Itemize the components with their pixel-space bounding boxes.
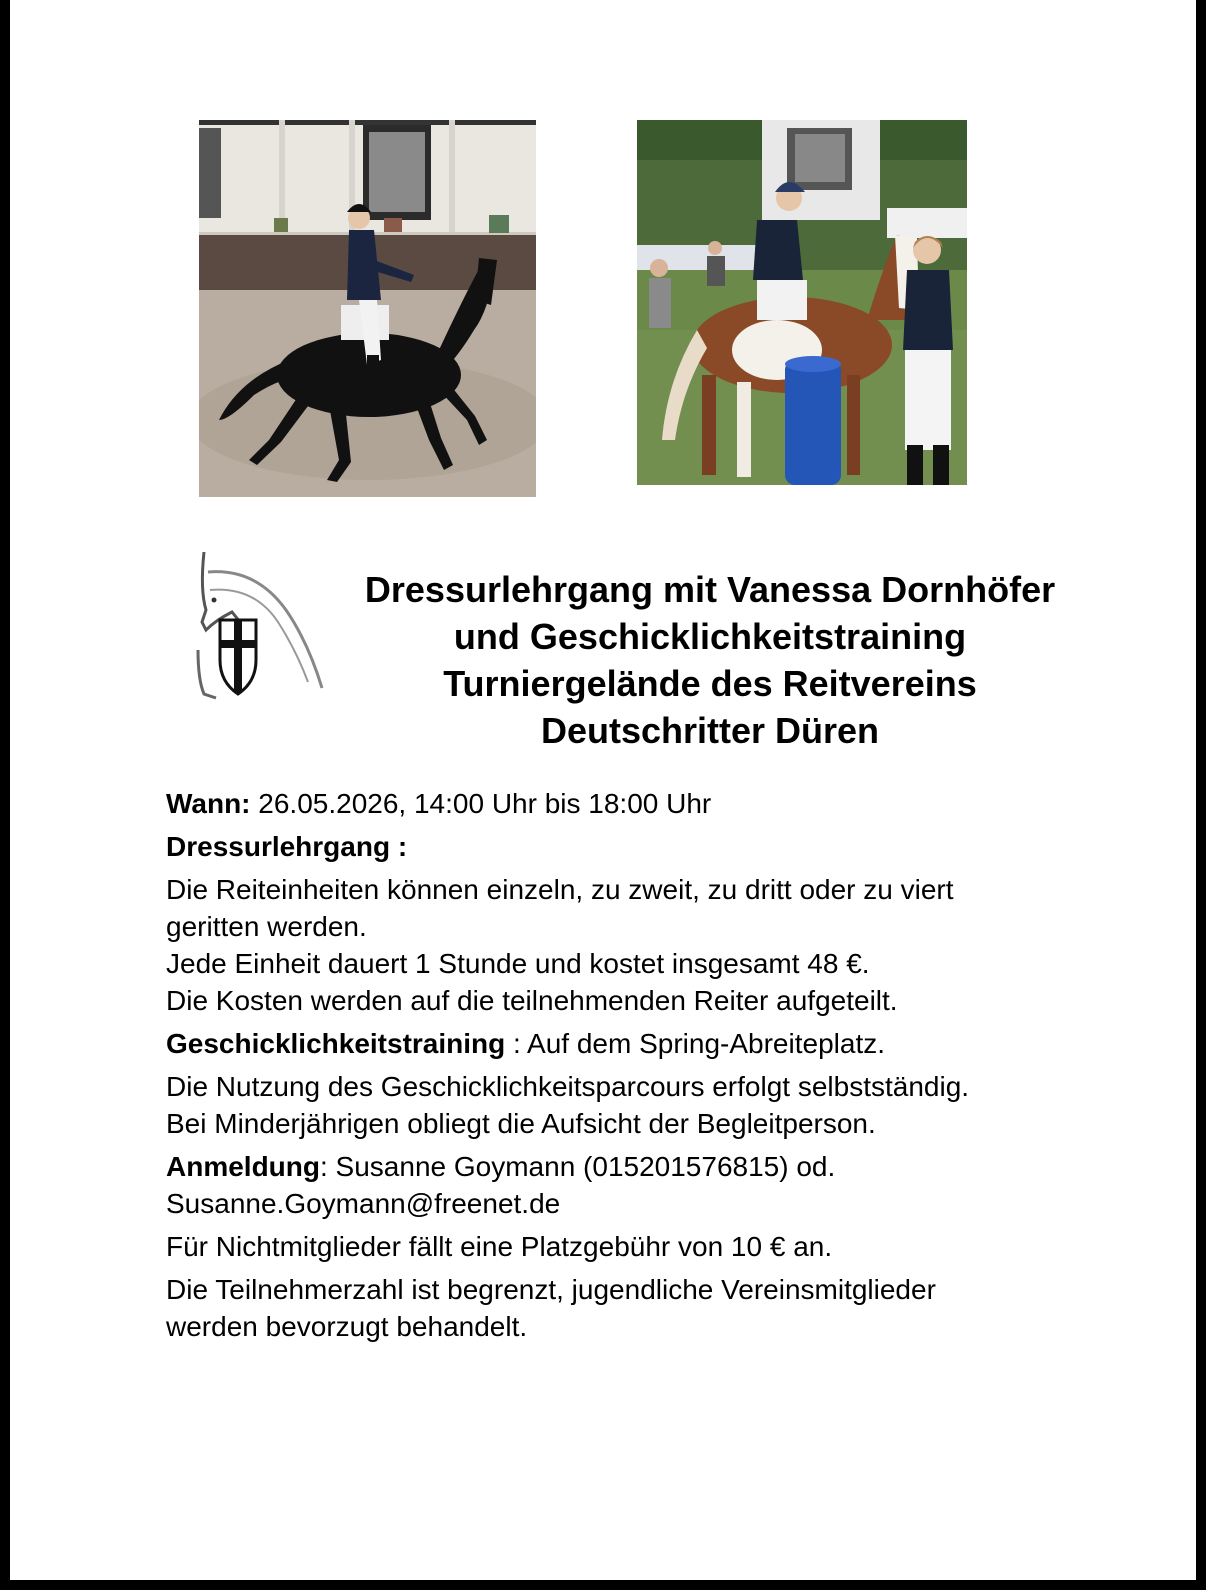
participants-paragraph: [166, 1271, 1126, 1345]
dressage-rider-photo: [199, 120, 536, 497]
dressage-heading: Dressurlehrgang :: [166, 831, 408, 862]
registration-value: : Susanne Goymann (015201576815) od.: [320, 1151, 836, 1182]
agility-line-1: Die Nutzung des Geschicklichkeitsparcours erfolgt selbstständig.: [166, 1071, 970, 1102]
club-logo: [196, 550, 326, 700]
title-line-4: Deutschritter Düren: [540, 710, 880, 751]
title-line-2: und Geschicklichkeitstraining: [453, 616, 967, 657]
event-details: [166, 785, 1126, 1351]
agility-value: : Auf dem Spring-Abreiteplatz.: [505, 1028, 885, 1059]
event-title: [310, 566, 1110, 754]
participants-line-1: Die Teilnehmerzahl ist begrenzt, jugendliche Vereinsmitglieder: [166, 1274, 936, 1305]
fee-line: Für Nichtmitglieder fällt eine Platzgebühr von 10 € an.: [166, 1231, 833, 1262]
when-value: 26.05.2026, 14:00 Uhr bis 18:00 Uhr: [250, 788, 712, 819]
dressage-heading-paragraph: [166, 828, 1126, 865]
registration-label: Anmeldung: [166, 1151, 320, 1182]
when-label: Wann:: [166, 788, 251, 819]
title-line-1: Dressurlehrgang mit Vanessa Dornhöfer: [364, 569, 1056, 610]
agility-line-2: Bei Minderjährigen obliegt die Aufsicht der Begleitperson.: [166, 1108, 876, 1139]
when-paragraph: [166, 785, 1126, 822]
agility-paragraph: [166, 1068, 1126, 1142]
participants-line-2: werden bevorzugt behandelt.: [166, 1311, 528, 1342]
pony-agility-photo: [637, 120, 967, 485]
dressage-line-2: geritten werden.: [166, 911, 367, 942]
dressage-paragraph: [166, 871, 1126, 1019]
registration-email: Susanne.Goymann@freenet.de: [166, 1188, 561, 1219]
agility-heading-paragraph: [166, 1025, 1126, 1062]
title-line-3: Turniergelände des Reitvereins: [443, 663, 977, 704]
dressage-line-4: Die Kosten werden auf die teilnehmenden Reiter aufgeteilt.: [166, 985, 898, 1016]
registration-paragraph: [166, 1148, 1126, 1222]
flyer-page: [10, 0, 1196, 1580]
fee-paragraph: [166, 1228, 1126, 1265]
dressage-line-1: Die Reiteinheiten können einzeln, zu zweit, zu dritt oder zu viert: [166, 874, 954, 905]
agility-label: Geschicklichkeitstraining: [166, 1028, 506, 1059]
dressage-line-3: Jede Einheit dauert 1 Stunde und kostet insgesamt 48 €.: [166, 948, 870, 979]
